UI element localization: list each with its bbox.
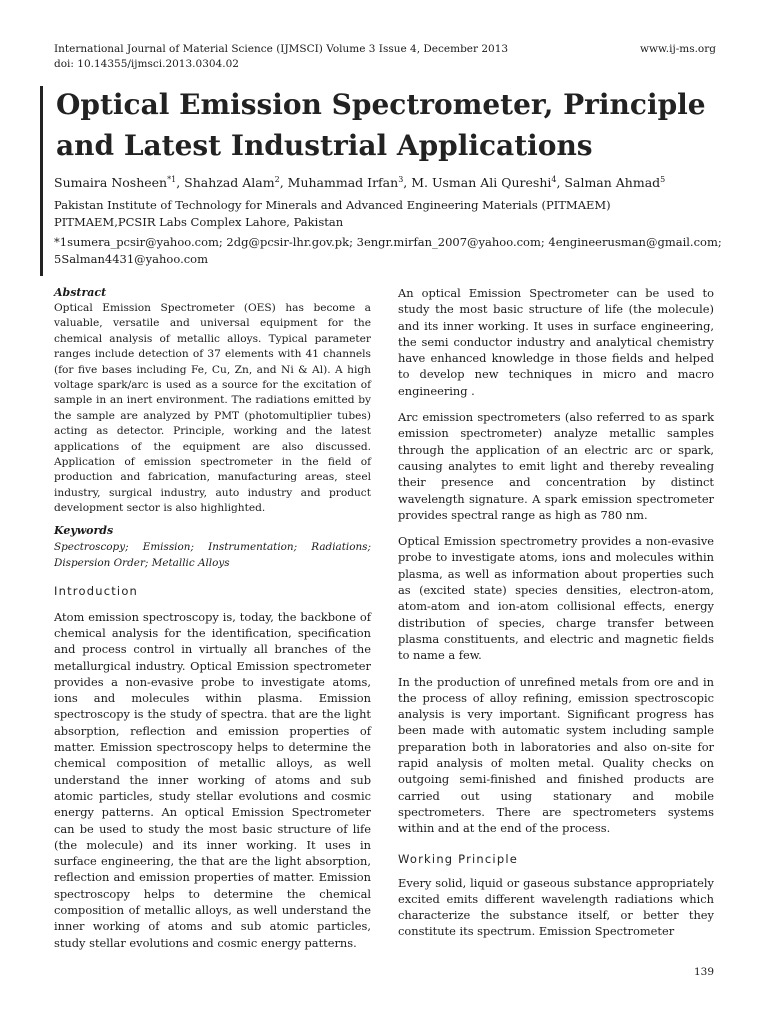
introduction-heading: Introduction xyxy=(54,583,139,598)
introduction-text: Atom emission spectroscopy is, today, the backbone of chemical analysis for the identification, specification and process control in virtually all branches of the metallurgical industry. Optical Emission spectrometer provides a non-evasive probe to investigate atoms, ions and molecules within plasma. Emission spectroscopy is the study of spectra. that are the light absorption, reflection and emission properties of matter. Emission spectroscopy helps to determine the chemical composition of metallic alloys, as well understand the inner working of atoms and sub atomic particles, study stellar evolutions and cosmic energy patterns. An optical Emission Spectrometer can be used to study the most basic structure of life (the molecule) and its inner working. It uses in surface engineering, the that are the light absorption, reflection and emission properties of matter. Emission spectroscopy helps to determine the chemical composition of metallic alloys, as well understand the inner working of atoms and sub atomic particles, study stellar evolutions and cosmic energy patterns. xyxy=(54,609,371,950)
journal-name: International Journal of Material Science (IJMSCI) Volume 3 Issue 4, December 2013 xyxy=(54,43,509,55)
title-accent-bar xyxy=(40,86,43,276)
affiliation-line-2: PITMAEM,PCSIR Labs Complex Lahore, Pakistan xyxy=(54,215,344,229)
author-emails xyxy=(54,234,744,268)
abstract-text: Optical Emission Spectrometer (OES) has become a valuable, versatile and universal equipment for the chemical analysis of metallic alloys. Typical parameter ranges include detection of 37 elements with 41 channels (for five bases including Fe, Cu, Zn, and Ni & Al). A high voltage spark/arc is used as a source for the excitation of sample in an inert environment. The radiations emitted by the sample are analyzed by PMT (photomultiplier tubes) acting as detector. Principle, working and the latest applications of the equipment are also discussed. Application of emission spectrometer in the field of production and fabrication, manufacturing areas, steel industry, surgical industry, auto industry and product development sector is also highlighted. xyxy=(54,302,371,515)
journal-url[interactable]: www.ij-ms.org xyxy=(640,43,716,55)
paragraph: In the production of unrefined metals from ore and in the process of alloy refining, emission spectroscopic analysis is very important. Significant progress has been made with automatic system including sample preparation both in laboratories and also on-site for rapid analysis of molten metal. Quality checks on outgoing semi-finished and finished products are carried out using stationary and mobile spectrometers. There are spectrometers systems within and at the end of the process. xyxy=(398,674,714,836)
email-line-2[interactable]: 5Salman4431@yahoo.com xyxy=(54,252,208,266)
working-principle-text: Every solid, liquid or gaseous substance appropriately excited emits different wavelength radiations which characterize the substance itself, or better they constitute its spectrum. Emission Spectrometer xyxy=(398,875,714,939)
keywords-heading: Keywords xyxy=(54,523,114,537)
working-principle-heading: Working Principle xyxy=(398,851,518,866)
email-line-1[interactable]: *1sumera_pcsir@yahoo.com; 2dg@pcsir-lhr.gov.pk; 3engr.mirfan_2007@yahoo.com; 4engineerusman@gmail.com; xyxy=(54,235,722,249)
affiliation xyxy=(54,197,734,231)
author-list: Sumaira Nosheen$^{*1}$, Shahzad Alam$^2$, Muhammad Irfan$^3$, M. Usman Ali Qureshi$^4$, Salman Ahmad$^5$ xyxy=(54,175,666,191)
keywords-text: Spectroscopy; Emission; Instrumentation; Radiations; Dispersion Order; Metallic Alloys xyxy=(54,540,371,569)
affiliation-line-1: Pakistan Institute of Technology for Minerals and Advanced Engineering Materials (PITMAEM) xyxy=(54,198,611,212)
page-number: 139 xyxy=(693,966,714,978)
right-column xyxy=(398,285,714,950)
doi[interactable]: doi: 10.14355/ijmsci.2013.0304.02 xyxy=(54,58,239,70)
left-column xyxy=(54,285,371,951)
paragraph: Optical Emission spectrometry provides a non-evasive probe to investigate atoms, ions and molecules within plasma, as well as information about properties such as (excited state) species densities, electron-atom, atom-atom and ion-atom collisional effects, energy distribution of species, charge transfer between plasma constituents, and electric and magnetic fields to name a few. xyxy=(398,534,714,663)
paragraph: An optical Emission Spectrometer can be used to study the most basic structure of life (the molecule) and its inner working. It uses in surface engineering, the semi conductor industry and analytical chemistry have enhanced knowledge in those fields and helped to develop new techniques in micro and macro engineering . xyxy=(398,286,714,398)
paragraph: Arc emission spectrometers (also referred to as spark emission spectrometer) analyze metallic samples through the application of an electric arc or spark, causing analytes to emit light and thereby revealing their presence and concentration by distinct wavelength signature. A spark emission spectrometer provides spectral range as high as 780 nm. xyxy=(398,410,714,522)
abstract-heading: Abstract xyxy=(54,286,107,299)
paper-title: Optical Emission Spectrometer, Principle and Latest Industrial Applications xyxy=(56,88,706,162)
